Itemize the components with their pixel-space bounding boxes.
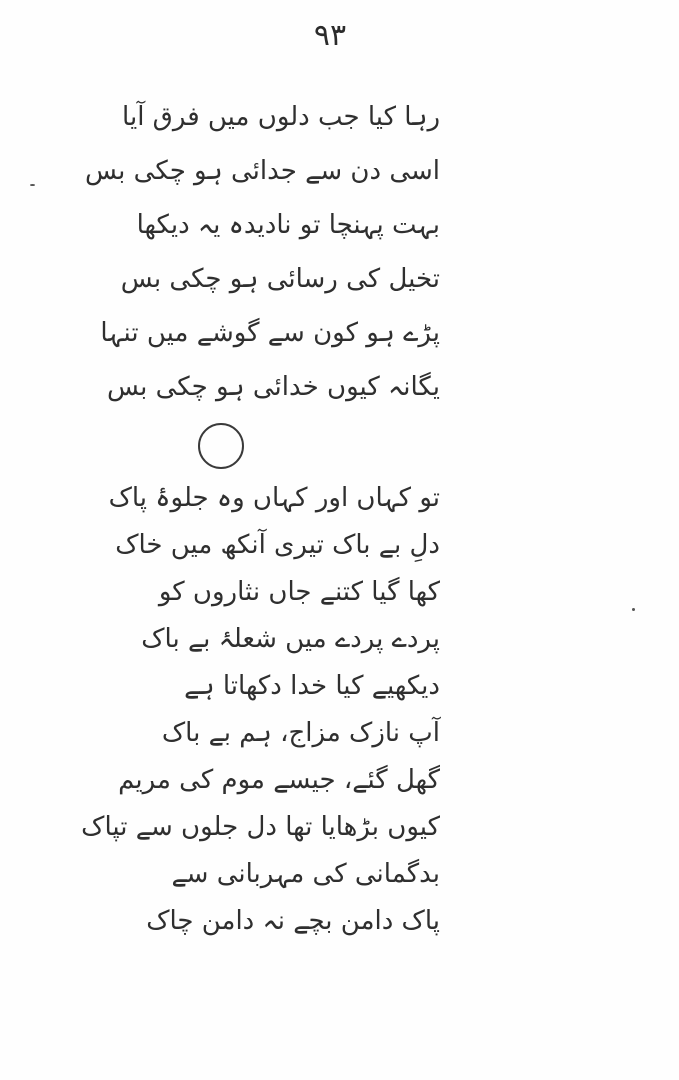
poem-line: پاک دامن بچے نہ دامن چاک [146,906,440,936]
poem-line: دیکھیے کیا خدا دکھاتا ہے [184,671,440,701]
poem-line: پڑے ہو کون سے گوشے میں تنہا [100,318,440,348]
poem-line: اسی دن سے جدائی ہو چکی بس [85,156,440,186]
poem-line: رہا کیا جب دلوں میں فرق آیا [122,102,440,132]
ink-speck [30,184,35,186]
poem-line: کیوں بڑھایا تھا دل جلوں سے تپاک [81,812,440,842]
poem-line: بدگمانی کی مہربانی سے [171,859,440,889]
poem-line: کھا گیا کتنے جاں نثاروں کو [158,577,440,607]
poem-line: یگانہ کیوں خدائی ہو چکی بس [106,372,440,402]
poem-line: پردے پردے میں شعلۂ بے باک [141,624,440,654]
ink-speck [632,608,635,611]
stanza-separator-circle [198,423,244,469]
poem-stanza-2 [81,475,440,945]
poem-line: گھل گئے، جیسے موم کی مریم [118,765,440,795]
page-number: ۹۳ [313,18,347,53]
poem-line: دلِ بے باک تیری آنکھ میں خاک [115,530,440,560]
poem-line: بہت پہنچا تو نادیدہ یہ دیکھا [136,210,440,240]
poem-stanza-1 [85,90,440,414]
poem-line: تو کہاں اور کہاں وہ جلوۂ پاک [108,483,440,513]
poem-line: تخیل کی رسائی ہو چکی بس [120,264,440,294]
poem-line: آپ نازک مزاج، ہم بے باک [161,718,440,748]
